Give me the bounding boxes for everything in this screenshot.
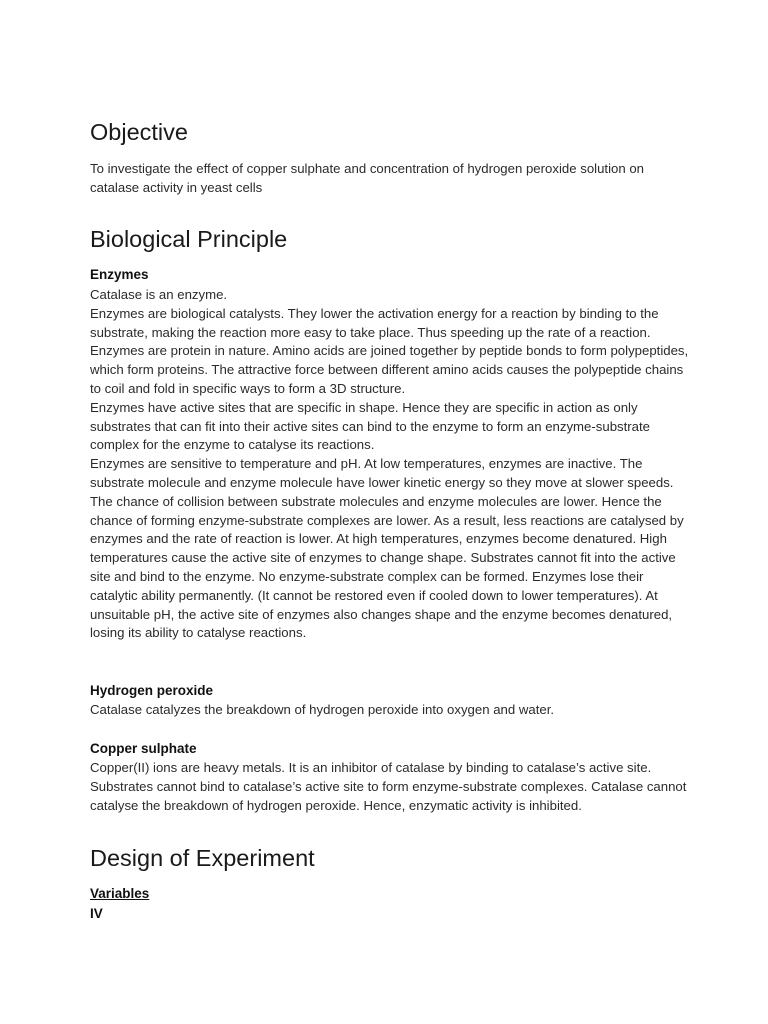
enzymes-paragraph: Enzymes have active sites that are specific in shape. Hence they are specific in action as only substrates that can fit into their active sites can bind to the enzyme to form an enzyme-substrate complex for the enzyme to catalyse its reactions. [90,399,651,453]
variables-subheading: Variables [90,886,150,901]
enzymes-paragraph: Catalase is an enzyme. [90,287,228,302]
copper-subheading: Copper sulphate [90,741,197,756]
enzymes-subheading: Enzymes [90,267,149,282]
design-heading: Design of Experiment [90,845,315,871]
iv-label: IV [90,906,103,921]
enzymes-paragraph: Enzymes are sensitive to temperature and pH. At low temperatures, enzymes are inactive. The substrate molecule and enzyme molecule have lower kinetic energy so they move at slower speeds. The chance of collision between substrate molecules and enzyme molecules are lower. Hence the chance of forming enzyme-substrate complexes are lower. As a result, less reactions are catalysed by enzymes and the rate of reaction is lower. At high temperatures, enzymes become denatured. High temperatures cause the active site of enzymes to change shape. Substrates cannot fit into the active site and bind to the enzyme. No enzyme-substrate complex can be formed. Enzymes lose their catalytic ability permanently. (It cannot be restored even if cooled down to lower temperatures). At unsuitable pH, the active site of enzymes also changes shape and the enzyme becomes denatured, losing its ability to catalyse reactions. [90,456,684,641]
peroxide-text: Catalase catalyzes the breakdown of hydrogen peroxide into oxygen and water. [90,702,555,717]
copper-text: Copper(II) ions are heavy metals. It is an inhibitor of catalase by binding to catalase’s active site. Substrates cannot bind to catalase’s active site to form enzyme-substrate complexes. Catalase cannot catalyse the breakdown of hydrogen peroxide. Hence, enzymatic activity is inhibited. [90,760,687,813]
enzymes-paragraph: Enzymes are biological catalysts. They lower the activation energy for a reaction by binding to the substrate, making the reaction more easy to take place. Thus speeding up the rate of a reaction. [90,305,659,340]
enzymes-paragraph: Enzymes are protein in nature. Amino acids are joined together by peptide bonds to form polypeptides, which form proteins. The attractive force between different amino acids causes the polypeptide chains to coil and fold in specific ways to form a 3D structure. [90,343,689,396]
principle-heading: Biological Principle [90,226,288,252]
peroxide-subheading: Hydrogen peroxide [90,683,214,698]
objective-text: To investigate the effect of copper sulphate and concentration of hydrogen peroxide solution on catalase activity in yeast cells [90,161,645,195]
objective-heading: Objective [90,119,188,145]
enzymes-body [90,286,690,643]
